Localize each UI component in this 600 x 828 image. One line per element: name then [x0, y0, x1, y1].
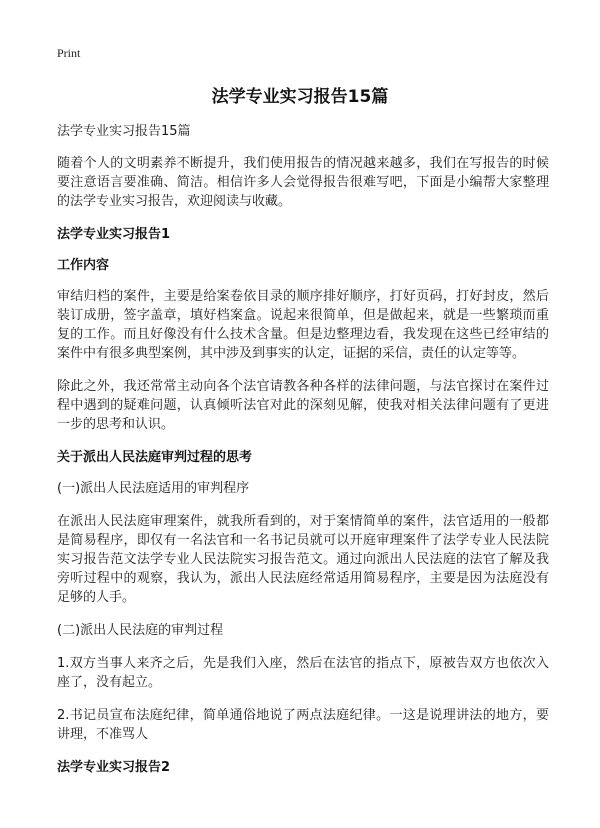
page-title: 法学专业实习报告15篇: [211, 87, 389, 107]
process-step-1: 1.双方当事人来齐之后，先是我们入座，然后在法官的指点下，原被告双方也依次入座了，没有起立。: [57, 656, 549, 690]
work-content-heading: 工作内容: [57, 258, 110, 273]
section-heading-report-1: 法学专业实习报告1: [57, 227, 171, 242]
document-subtitle: 法学专业实习报告15篇: [57, 124, 191, 139]
subheading-process: (二)派出人民法庭的审判过程: [57, 623, 224, 638]
document-body: [57, 122, 549, 789]
subheading-procedure: (一)派出人民法庭适用的审判程序: [57, 481, 250, 496]
print-link[interactable]: Print: [57, 46, 81, 60]
process-step-2: 2.书记员宣布法庭纪律，简单通俗地说了两点法庭纪律。一这是说理讲法的地方，要讲理，不准骂人: [57, 708, 549, 742]
work-paragraph-2: 除此之外，我还常常主动向各个法官请教各种各样的法律问题，与法官探讨在案件过程中遇到的疑难问题，认真倾听法官对此的深刻见解，使我对相关法律问题有了更进一步的思考和认识。: [57, 379, 549, 432]
work-paragraph-1: 审结归档的案件，主要是给案卷依目录的顺序排好顺序，打好页码，打好封皮，然后装订成册，签字盖章，填好档案盒。说起来很简单，但是做起来，就是一些繁琐而重复的工作。而且好像没有什么技术含量。但是边整理边看，我发现在这些已经审结的案件中有很多典型案例，其中涉及到事实的认定，证据的采信，责任的认定等等。: [57, 289, 549, 361]
intro-paragraph: 随着个人的文明素养不断提升，我们使用报告的情况越来越多，我们在写报告的时候要注意语言要准确、简洁。相信许多人会觉得报告很难写吧，下面是小编帮大家整理的法学专业实习报告，欢迎阅读与收藏。: [57, 156, 549, 209]
procedure-paragraph: 在派出人民法庭审理案件，就我所看到的，对于案情简单的案件，法官适用的一般都是简易程序，即仅有一名法官和一名书记员就可以开庭审理案件了法学专业人民法院实习报告范文法学专业人民法院实习报告范文。通过向派出人民法庭的法官了解及我旁听过程中的观察，我认为，派出人民法庭经常适用简易程序，主要是因为法庭没有足够的人手。: [57, 514, 549, 605]
reflection-heading: 关于派出人民法庭审判过程的思考: [57, 450, 253, 465]
section-heading-report-2: 法学专业实习报告2: [57, 760, 171, 775]
